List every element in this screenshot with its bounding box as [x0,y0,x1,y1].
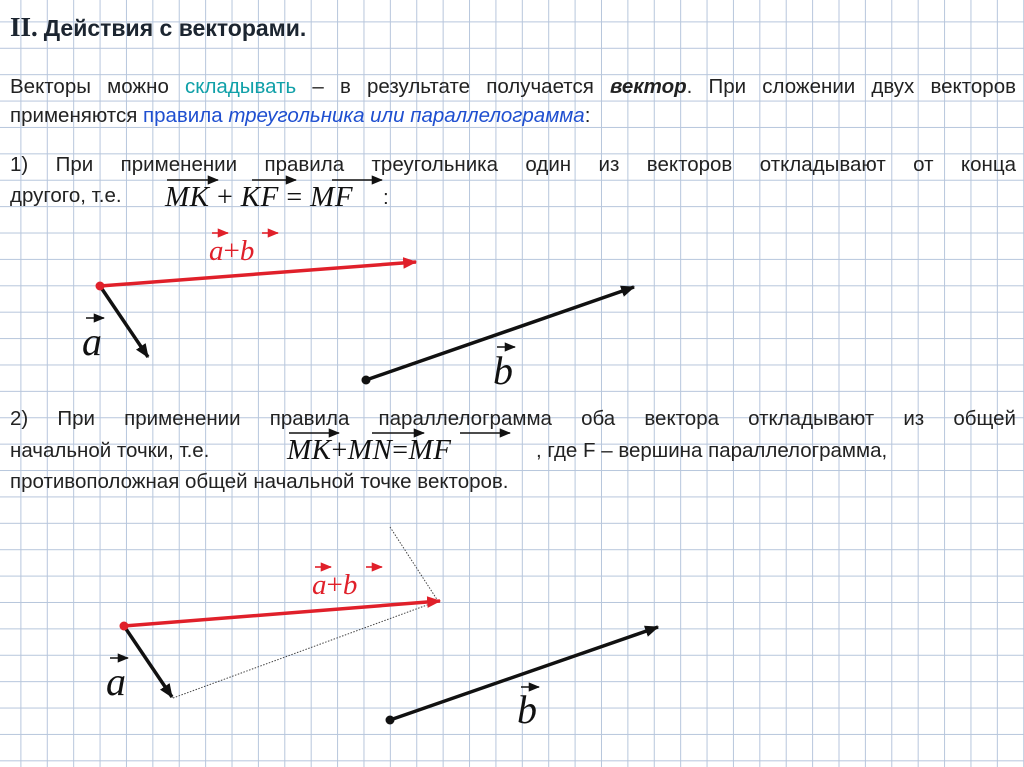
parallelogram-side-dotted [390,527,438,601]
intro-text: Векторы можно [10,75,186,98]
formula-term: MK [287,434,332,466]
sum-term: a [312,569,327,601]
intro-text: . При сложении двух векторов применяются [10,75,1016,127]
sum-term: b [342,569,358,601]
vector-sum-arrow [100,262,416,286]
vector-b-label: b [517,687,537,732]
start-point [96,282,105,291]
rule1-tail: : [383,186,389,209]
rule2-line1: 2) При применении правила параллелограмма оба вектора откладывают из общей [10,407,1016,430]
rule1-line1: 1) При применении правила треугольника один из векторов откладывают от конца [10,153,1016,176]
formula-term: KF [240,181,279,213]
rule2-line3: противоположная общей начальной точке векторов. [10,470,509,493]
intro-highlight-add: складывать [185,75,297,98]
intro-highlight-rules: правила [143,104,229,127]
sum-operator: + [223,235,240,267]
vector-sum-label [209,237,254,266]
vector-b-label: b [493,348,513,393]
intro-highlight-rule-names: треугольника или параллелограмма [228,104,585,127]
parallelogram-rule-diagram [110,527,658,725]
rule1-line2: другого, т.е. [10,184,122,207]
vector-a-label: a [82,319,102,364]
formula-operator: = [392,435,409,466]
start-point [120,622,129,631]
sum-term: b [239,235,255,267]
rule2-line2-end: , где F – вершина параллелограмма, [536,439,888,462]
sum-term: a [209,235,224,267]
triangle-rule-diagram [86,233,634,385]
vector-b-start-point [386,716,395,725]
vector-b-start-point [362,376,371,385]
vector-sum-arrow [124,601,440,626]
formula-operator: = [286,182,303,213]
intro-text: : [584,104,591,127]
formula-operator: + [331,435,348,466]
formula-term: MK [165,181,210,213]
section-title: Действия с векторами. [43,15,307,41]
parallelogram-side-dotted [173,601,438,698]
section-numeral: II. [10,12,38,42]
formula-term: MF [310,181,354,213]
formula-operator: + [217,182,234,213]
formula-term: MN [347,434,393,466]
intro-text: – в результате получается [296,75,610,98]
vector-a-arrow [100,286,148,357]
vector-sum-label [312,571,357,600]
formula-term: MF [408,434,452,466]
rule2-line2-start: начальной точки, т.е. [10,439,210,462]
sum-operator: + [326,569,343,601]
intro-highlight-vector: вектор [609,75,687,98]
vector-a-label: a [106,659,126,704]
vector-a-arrow [124,626,172,697]
